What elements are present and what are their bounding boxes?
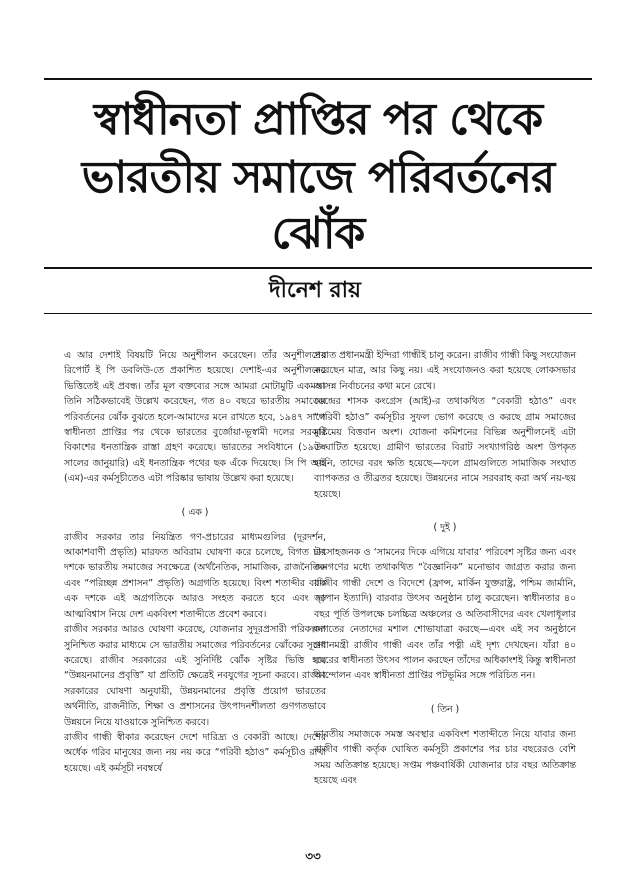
left-column [64,348,326,776]
author-bottom-rule [44,313,592,314]
section-one-paragraph-3: রাজীব গান্ধী স্বীকার করেছেন দেশে দারিদ্র্য ও বেকারী আছে। দেশের অর্ধেক গরিব মানুষের জন্য নয় নয় করে “গরিবী হঠাও” কর্মসূচীও রাখা হয়েছে। এই কর্মসূচী নবম্বর্ষে [64,731,326,774]
section-heading-three: ( তিন ) [430,703,460,715]
page-number: ৩৩ [305,849,321,863]
article-title-line-3: ঝোঁক [271,208,365,259]
section-one-paragraph-1: রাজীব সরকার তার নিয়ন্ত্রিত গণ-প্রচারের মাধ্যমগুলির (দূরদর্শন, আকাশবাণী প্রভৃতি) মারফত অবিরাম ঘোষণা করে চলেছে, বিগত চার দশকে ভারতীয় সমাজের সবক্ষেত্রে (অর্থনৈতিক, সামাজিক, রাজনৈতিক এবং “পরিচ্ছন্ন প্রশাসন” প্রভৃতি) অগ্রগতি হয়েছে। বিংশ শতাব্দীর বাকি এক দশকে এই অগ্রগতিকে আরও সংহত করতে হবে এবং দৃঢ় আত্মবিশ্বাস নিয়ে দেশ একবিংশ শতাব্দীতে প্রবেশ করবে। [64,531,326,620]
section-two-paragraph: উৎসাহজনক ও ‘সামনের দিকে এগিয়ে যাবার’ পরিবেশ সৃষ্টির জন্য এবং জনগণের মধ্যে তথাকথিত “বৈজ্ঞানিক” মনোভাব জাগ্রত করার জন্য রাজীব গান্ধী দেশে ও বিদেশে (ফ্রান্স, মার্কিন যুক্তরাষ্ট্র, পশ্চিম জার্মানি, জাপান ইত্যাদি) বারবার উৎসব অনুষ্ঠান চালু করেছেন। স্বাধীনতার ৪০ বছর পূর্তি উপলক্ষে চলচ্চিত্র অঞ্চলের ও অতিবাসীদের এবং খেলাধূলার জগতের নেতাদের মশাল শোভাযাত্রা করছে—এবং এই সব অনুষ্ঠানে প্রধানমন্ত্রী রাজীব গান্ধী এবং তাঁর পত্নী এই দৃশ্য দেখছেন। যাঁরা ৪০ বছরের স্বাধীনতা উৎসব পালন করছেন তাঁদের অধিকাংশই কিন্তু স্বাধীনতা আন্দোলন এবং স্বাধীনতা প্রাপ্তির পটভূমির সঙ্গে পরিচিত নন। [314,547,576,682]
intro-paragraph: এ আর দেশাই বিষয়টি নিয়ে অনুশীলন করেছেন। তাঁর অনুশীলনের রিপোর্ট ই পি ডবলিউ-তে প্রকাশিত হয়েছে। দেশাই-এর অনুশীলনের ভিত্তিতেই এই প্রবন্ধ। তাঁর মূল বক্তব্যের সঙ্গে আমরা মোটামুটি একমত। তিনি সঠিকভাবেই উল্লেখ করেছেন, গত ৪০ বছরে ভারতীয় সমাজের পরিবর্তনের ঝোঁক বুঝতে হলে-আমাদের মনে রাখতে হবে, ১৯৪৭ সালে স্বাধীনতা প্রাপ্তির পর থেকে ভারতের বুর্জোয়া-ভূস্বামী দলের সরকার বিকাশের ধনতান্ত্রিক রাস্তা গ্রহণ করেছে। ভারতের সংবিধানে (১৯৫০ সালের জানুয়ারি) এই ধনতান্ত্রিক পথের ছক এঁকে দিয়েছে। সি পি আই (এম)-এর কর্মসূচীতেও এটা পরিষ্কার ভাষায় উল্লেখ করা হয়েছে। [64,350,326,485]
section-heading-one: ( এক ) [181,506,209,518]
article-title-line-2: ভারতীয় সমাজে পরিবর্তনের [81,152,555,203]
right-column [314,348,576,788]
author-name: দীনেশ রায় [269,278,361,303]
section-heading-two: ( দুই ) [433,522,457,534]
right-paragraph-1: প্রয়াত প্রধানমন্ত্রী ইন্দিরা গান্ধীই চালু করেন। রাজীব গান্ধী কিছু সংযোজন করেছেন মাত্র, আর কিছু নয়। এই সংযোজনও করা হয়েছে লোকসভার আসন্ন নির্বাচনের কথা মনে রেখে। [314,350,577,392]
article-title-line-1: স্বাধীনতা প্রাপ্তির পর থেকে [93,94,543,145]
title-bottom-rule [44,267,592,269]
right-paragraph-2: কেন্দ্রের শাসক কংগ্রেস (আই)-র তথাকথিত “বেকারী হঠাও” এবং “গরিবী হঠাও” কর্মসূচীর সুফল ভোগ করেছে ও করছে গ্রাম সমাজের মুষ্টিমেয় বিত্তবান অংশ। যোজনা কমিশনের বিভিন্ন অনুশীলনেই এটা উদ্ঘাটিত হয়েছে। গ্রামীণ ভারতের বিরাট সংখ্যাগরিষ্ঠ অংশ উপকৃত হয়নি, তাদের বরং ক্ষতি হয়েছে—ফলে গ্রামগুলিতে সামাজিক সংঘাত ব্যাপকতর ও তীব্রতর হয়েছে। উন্নয়নের নামে সরবরাহ করা অর্থ নয়-ছয় হয়েছে। [314,396,576,500]
top-rule [44,78,592,80]
section-three-paragraph: ভারতীয় সমাজকে সমস্ত অবস্থার একবিংশ শতাব্দীতে নিয়ে যাবার জন্য রাজীব গান্ধী কর্তৃক ঘোষিত কর্মসূচী প্রকাশের পর চার বছরেরও বেশি সময় অতিক্রান্ত হয়েছে। সপ্তম পঞ্চবার্ষিকী যোজনার চার বছর অতিক্রান্ত হয়েছে এবং [314,728,576,786]
section-one-paragraph-2: রাজীব সরকার আরও ঘোষণা করেছে, যোজনার সুদূরপ্রসারী পরিকল্পনা সুনিশ্চিত করার মাধ্যমে সে ভারতীয় সমাজের পরিবর্তনের ঝোঁকের সূচনা করেছে। রাজীব সরকারের এই সুনির্দিষ্ট ঝোঁক সৃষ্টির ভিত্তি হবে “উন্নয়নমানের প্রবৃত্তি” যা প্রতিটি ক্ষেত্রেই নবযুগের সূচনা করবে। রাজীব সরকারের ঘোষণা অনুযায়ী, উন্নয়নমানের প্রবৃত্তি প্রয়োগ ভারতের অর্থনীতি, রাজনীতি, শিক্ষা ও প্রশাসনের উৎপাদনশীলতা গুণগতভাবে উন্নয়নে নিয়ে যাওয়াকে সুনিশ্চিত করবে। [64,624,326,728]
